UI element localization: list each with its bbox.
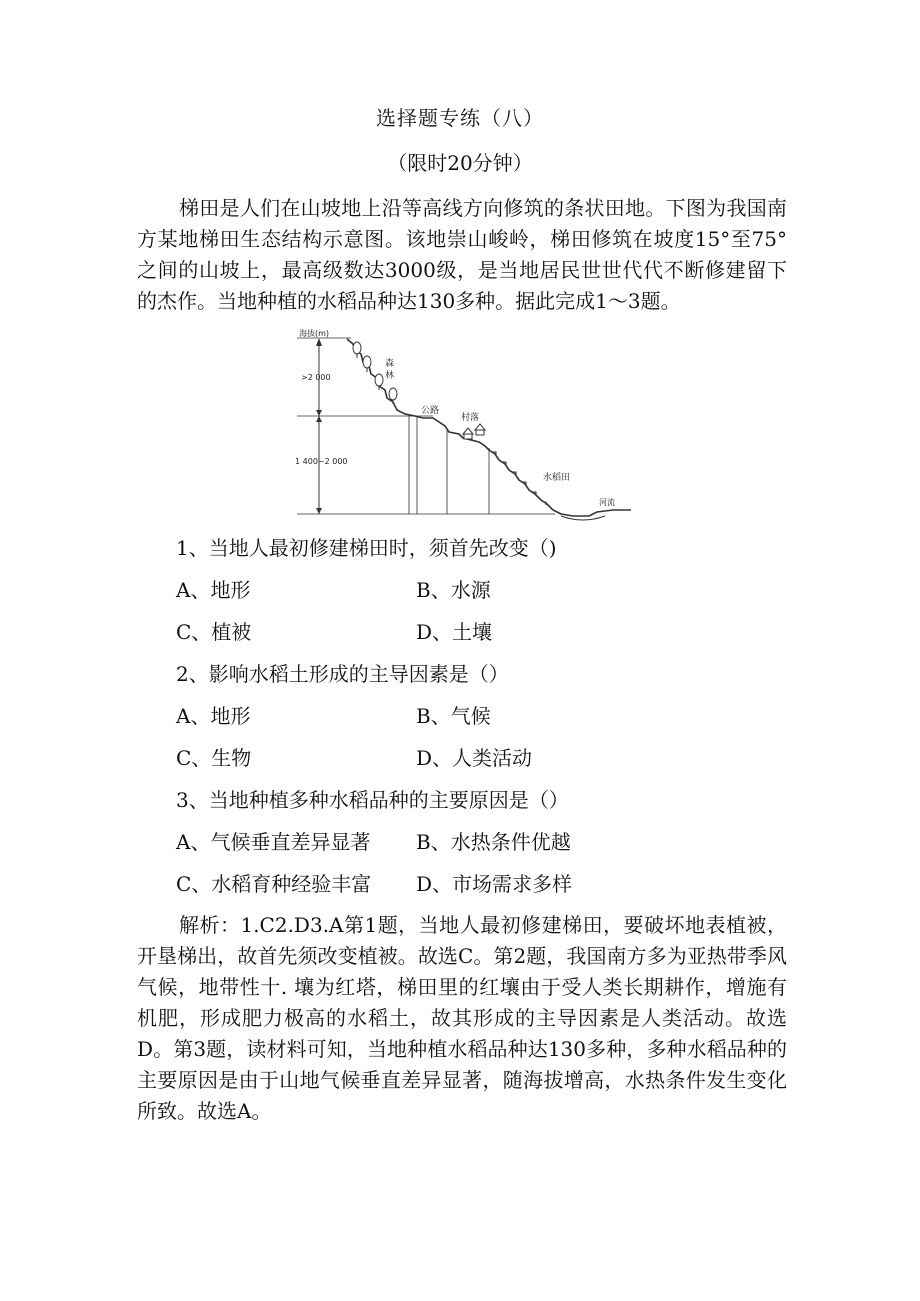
village-label: 村落 (461, 413, 480, 423)
question-1-option-d: D、土壤 (416, 620, 493, 644)
question-3-option-d: D、市场需求多样 (416, 872, 573, 896)
paddy-label: 水稻田 (543, 473, 571, 483)
question-1-option-a: A、地形 (176, 578, 251, 602)
time-limit: （限时20分钟） (387, 151, 533, 175)
question-2-option-b: B、气候 (416, 704, 491, 728)
question-3-option-b: B、水热条件优越 (416, 830, 571, 854)
question-2-stem: 2、影响水稻土形成的主导因素是（） (176, 662, 509, 686)
intro-paragraph: 梯田是人们在山坡地上沿等高线方向修筑的条状田地。下图为我国南方某地梯田生态结构示意图。该地崇山峻岭，梯田修筑在坡度15°至75°之间的山坡上，最高级数达3000级，是当地居民世世代代不断修建留下的杰作。当地种植的水稻品种达130多种。据此完成1～3题。 (137, 196, 787, 313)
road-label: 公路 (421, 406, 440, 416)
question-1-option-c: C、植被 (176, 620, 252, 644)
band-lower-label: 1 400~2 000 (295, 457, 348, 466)
question-3-stem: 3、当地种植多种水稻品种的主要原因是（） (176, 788, 569, 812)
river-label: 河流 (599, 498, 615, 507)
answer-analysis: 解析：1.C2.D3.A第1题，当地人最初修建梯田，要破坏地表植被，开垦梯出，故首先须改变植被。故选C。第2题，我国南方多为亚热带季风气候，地带性十. 壤为红塔，梯田里的红壤由于受人类长期耕作，增施有机肥，形成肥力极高的水稻土，故其形成的主导因素是人类活动。故选D。第3题，读材料可知，当地种植水稻品种达130多种，多种水稻品种的主要原因是由于山地气候垂直差异显著，随海拔增高，水热条件发生变化所致。故选A。 (137, 913, 787, 1123)
question-2-option-a: A、地形 (176, 704, 251, 728)
page-title: 选择题专练（八） (376, 106, 544, 130)
terrace-diagram (293, 322, 631, 522)
band-upper-label: >2 000 (301, 373, 331, 382)
question-3-option-a: A、气候垂直差异显著 (176, 830, 371, 854)
y-axis-label: 海拔(m) (299, 329, 330, 338)
question-1-stem: 1、当地人最初修建梯田时，须首先改变（) (176, 536, 557, 560)
question-2-option-d: D、人类活动 (416, 746, 533, 770)
question-3-option-c: C、水稻育种经验丰富 (176, 872, 372, 896)
village-houses (463, 424, 485, 439)
question-1-option-b: B、水源 (416, 578, 491, 602)
forest-label-2: 林 (385, 371, 395, 381)
forest-label-1: 森 (385, 359, 395, 369)
question-2-option-c: C、生物 (176, 746, 252, 770)
